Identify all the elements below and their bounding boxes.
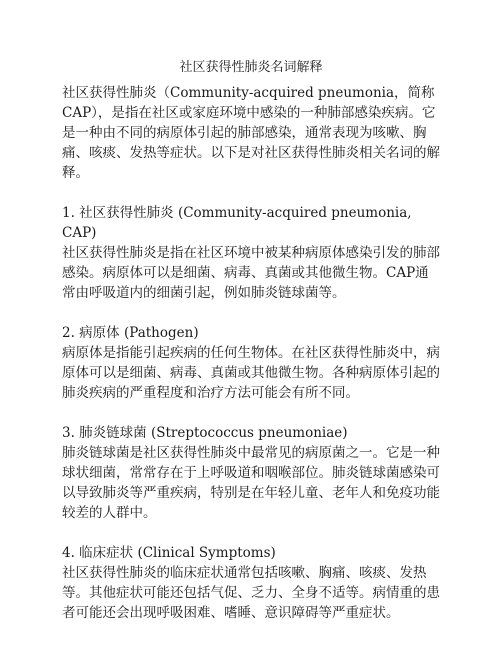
section-heading: 2. 病原体 (Pathogen) <box>62 325 199 341</box>
section-symptoms <box>62 543 440 623</box>
section-heading: 1. 社区获得性肺炎 (Community-acquired pneumonia, CAP) <box>62 205 412 241</box>
section-streptococcus <box>62 423 440 523</box>
section-body: 肺炎链球菌是社区获得性肺炎中最常见的病原菌之一。它是一种球状细菌，常常存在于上呼吸道和咽喉部位。肺炎链球菌感染可以导致肺炎等严重疾病，特别是在年轻儿童、老年人和免疫功能较差的人群中。 <box>62 445 440 521</box>
section-body: 社区获得性肺炎的临床症状通常包括咳嗽、胸痛、咳痰、发热等。其他症状可能还包括气促、乏力、全身不适等。病情重的患者可能还会出现呼吸困难、嗜睡、意识障碍等严重症状。 <box>62 565 440 621</box>
intro-paragraph: 社区获得性肺炎（Community-acquired pneumonia，简称CAP），是指在社区或家庭环境中感染的一种肺部感染疾病。它是一种由不同的病原体引起的肺部感染，通常表现为咳嗽、胸痛、咳痰、发热等症状。以下是对社区获得性肺炎相关名词的解释。 <box>62 85 440 181</box>
section-heading: 3. 肺炎链球菌 (Streptococcus pneumoniae) <box>62 425 348 441</box>
section-pathogen <box>62 323 440 403</box>
section-heading: 4. 临床症状 (Clinical Symptoms) <box>62 545 276 561</box>
section-cap <box>62 203 440 303</box>
section-body: 社区获得性肺炎是指在社区环境中被某种病原体感染引发的肺部感染。病原体可以是细菌、病毒、真菌或其他微生物。CAP通常由呼吸道内的细菌引起，例如肺炎链球菌等。 <box>62 245 440 301</box>
document-title: 社区获得性肺炎名词解释 <box>179 60 323 75</box>
section-body: 病原体是指能引起疾病的任何生物体。在社区获得性肺炎中，病原体可以是细菌、病毒、真菌或其他微生物。各种病原体引起的肺炎疾病的严重程度和治疗方法可能会有所不同。 <box>62 345 440 401</box>
